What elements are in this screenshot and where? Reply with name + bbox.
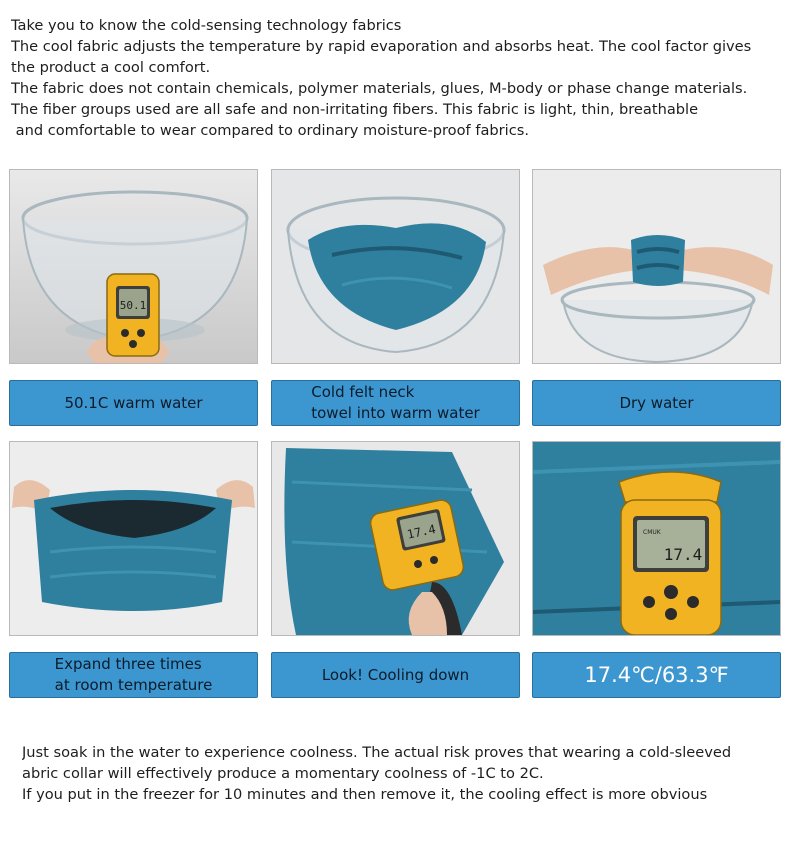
caption-text: 50.1C warm water [64, 393, 203, 412]
caption-dry-water [532, 380, 781, 426]
photo-expand-towel [9, 441, 258, 636]
outro-line: If you put in the freezer for 10 minutes and then remove it, the cooling effect is more obvious [22, 786, 708, 803]
photo-thermometer-closeup [532, 441, 781, 636]
photo-warm-water-bowl [9, 169, 258, 364]
thermo-reading: 17.4 [405, 521, 437, 542]
caption-text-line2: towel into warm water [311, 404, 480, 422]
intro-line: The fiber groups used are all safe and non-irritating fibers. This fabric is light, thin, breathable [11, 101, 699, 118]
caption-text-line1: Expand three times [54, 655, 202, 673]
thermo-reading: 17.4 [663, 545, 703, 564]
caption-text-line2: at room temperature [54, 676, 213, 694]
intro-line: the product a cool comfort. [11, 59, 211, 76]
thermo-unit: CMUK [643, 529, 661, 536]
intro-line: and comfortable to wear compared to ordinary moisture-proof fabrics. [11, 122, 529, 139]
caption-warm-water [9, 380, 258, 426]
photo-wring-towel [532, 169, 781, 364]
caption-cooling-down [271, 652, 520, 698]
outro-line: abric collar will effectively produce a momentary coolness of -1C to 2C. [22, 765, 544, 782]
caption-text: 17.4℃/63.3℉ [584, 662, 729, 687]
caption-towel-into-water [271, 380, 520, 426]
caption-text-line1: Cold felt neck [311, 383, 415, 401]
photo-measure-towel [271, 441, 520, 636]
intro-text [11, 15, 786, 141]
thermo-reading: 50.1 [119, 299, 147, 312]
caption-text: Dry water [619, 393, 694, 412]
intro-line: The cool fabric adjusts the temperature by rapid evaporation and absorbs heat. The cool factor gives [11, 38, 752, 55]
outro-line: Just soak in the water to experience coolness. The actual risk proves that wearing a cold-sleeved [22, 744, 732, 761]
photo-towel-in-bowl [271, 169, 520, 364]
outro-text [22, 742, 782, 805]
intro-line: Take you to know the cold-sensing technology fabrics [11, 17, 402, 34]
caption-temperature [532, 652, 781, 698]
caption-expand [9, 652, 258, 698]
intro-line: The fabric does not contain chemicals, polymer materials, glues, M-body or phase change materials. [11, 80, 748, 97]
caption-text: Look! Cooling down [321, 665, 470, 684]
